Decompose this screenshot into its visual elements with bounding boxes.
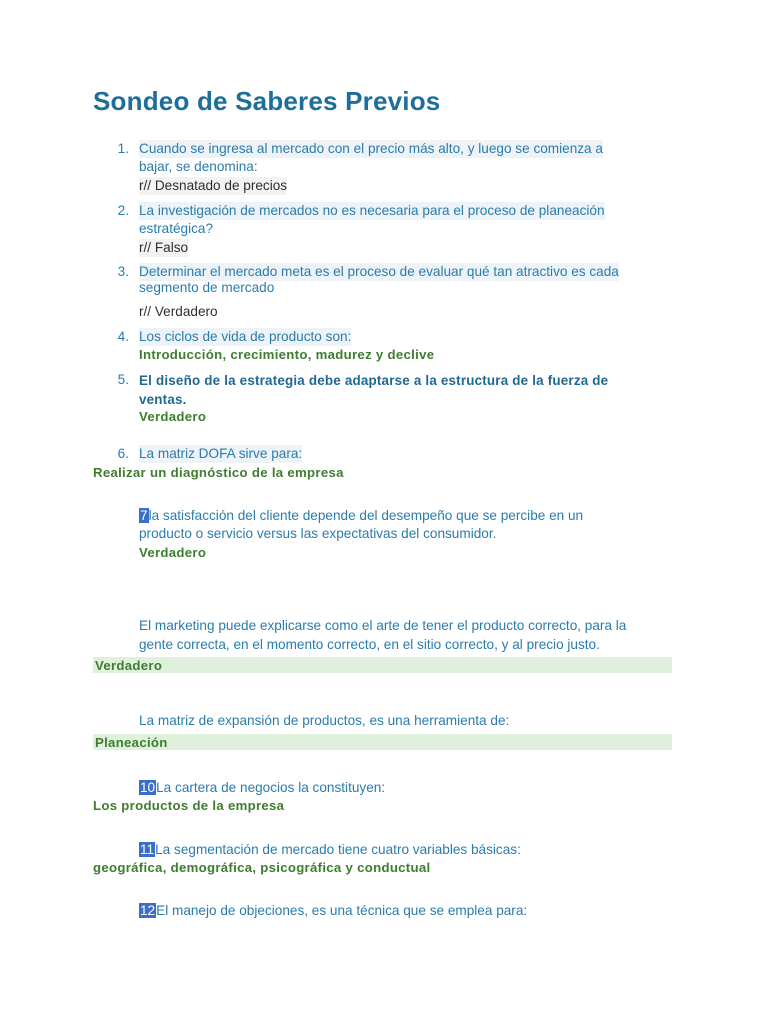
question-text xyxy=(139,841,521,859)
question-text: segmento de mercado xyxy=(139,280,275,295)
question-line: La segmentación de mercado tiene cuatro variables básicas: xyxy=(155,842,521,857)
question-text: producto o servicio versus las expectativas del consumidor. xyxy=(139,526,497,541)
answer-text: Verdadero xyxy=(139,409,207,424)
item-number-highlight: 12 xyxy=(140,903,156,918)
item-number-highlight: 11 xyxy=(140,842,155,857)
question-line: la satisfacción del cliente depende del desempeño que se percibe en un xyxy=(148,508,584,523)
question-text: La investigación de mercados no es necesaria para el proceso de planeación xyxy=(139,203,605,218)
item-number: 4. xyxy=(117,329,129,344)
question-text: Cuando se ingresa al mercado con el precio más alto, y luego se comienza a xyxy=(139,141,603,156)
question-text: Los ciclos de vida de producto son: xyxy=(139,329,352,344)
answer-text: Los productos de la empresa xyxy=(93,798,285,813)
answer-text: Verdadero xyxy=(139,545,207,560)
answer-text: r// Desnatado de precios xyxy=(139,178,288,193)
question-text: El marketing puede explicarse como el arte de tener el producto correcto, para la xyxy=(139,618,627,633)
question-text: estratégica? xyxy=(139,221,214,236)
question-text: La matriz de expansión de productos, es una herramienta de: xyxy=(139,713,510,728)
item-number-highlight: 10 xyxy=(140,780,156,795)
page-title: Sondeo de Saberes Previos xyxy=(93,86,441,116)
question-text xyxy=(139,779,385,797)
answer-text: geográfica, demográfica, psicográfica y conductual xyxy=(93,860,431,875)
item-number: 5. xyxy=(117,372,129,387)
question-line: El manejo de objeciones, es una técnica que se emplea para: xyxy=(156,903,528,918)
question-line: La cartera de negocios la constituyen: xyxy=(156,780,386,795)
answer-text: Introducción, crecimiento, madurez y declive xyxy=(139,347,435,362)
question-text: El diseño de la estrategia debe adaptarse a la estructura de la fuerza de xyxy=(139,373,609,388)
item-number-highlight: 7 xyxy=(140,508,148,523)
question-text xyxy=(139,507,583,525)
answer-text: Realizar un diagnóstico de la empresa xyxy=(93,465,344,480)
answer-text: r// Verdadero xyxy=(139,304,218,319)
answer-text: r// Falso xyxy=(139,240,189,255)
question-text: gente correcta, en el momento correcto, en el sitio correcto, y al precio justo. xyxy=(139,637,600,652)
question-text xyxy=(139,902,527,920)
question-text: La matriz DOFA sirve para: xyxy=(139,446,303,461)
item-number: 2. xyxy=(117,203,129,218)
question-text: bajar, se denomina: xyxy=(139,159,258,174)
item-number: 1. xyxy=(117,141,129,156)
question-text: ventas. xyxy=(139,392,187,407)
answer-highlight-bar xyxy=(93,657,672,673)
item-number: 3. xyxy=(117,264,129,279)
item-number: 6. xyxy=(117,446,129,461)
answer-text: Verdadero xyxy=(95,658,163,673)
answer-text: Planeación xyxy=(95,735,168,750)
answer-highlight-bar xyxy=(93,734,672,750)
question-text: Determinar el mercado meta es el proceso de evaluar qué tan atractivo es cada xyxy=(139,264,619,279)
